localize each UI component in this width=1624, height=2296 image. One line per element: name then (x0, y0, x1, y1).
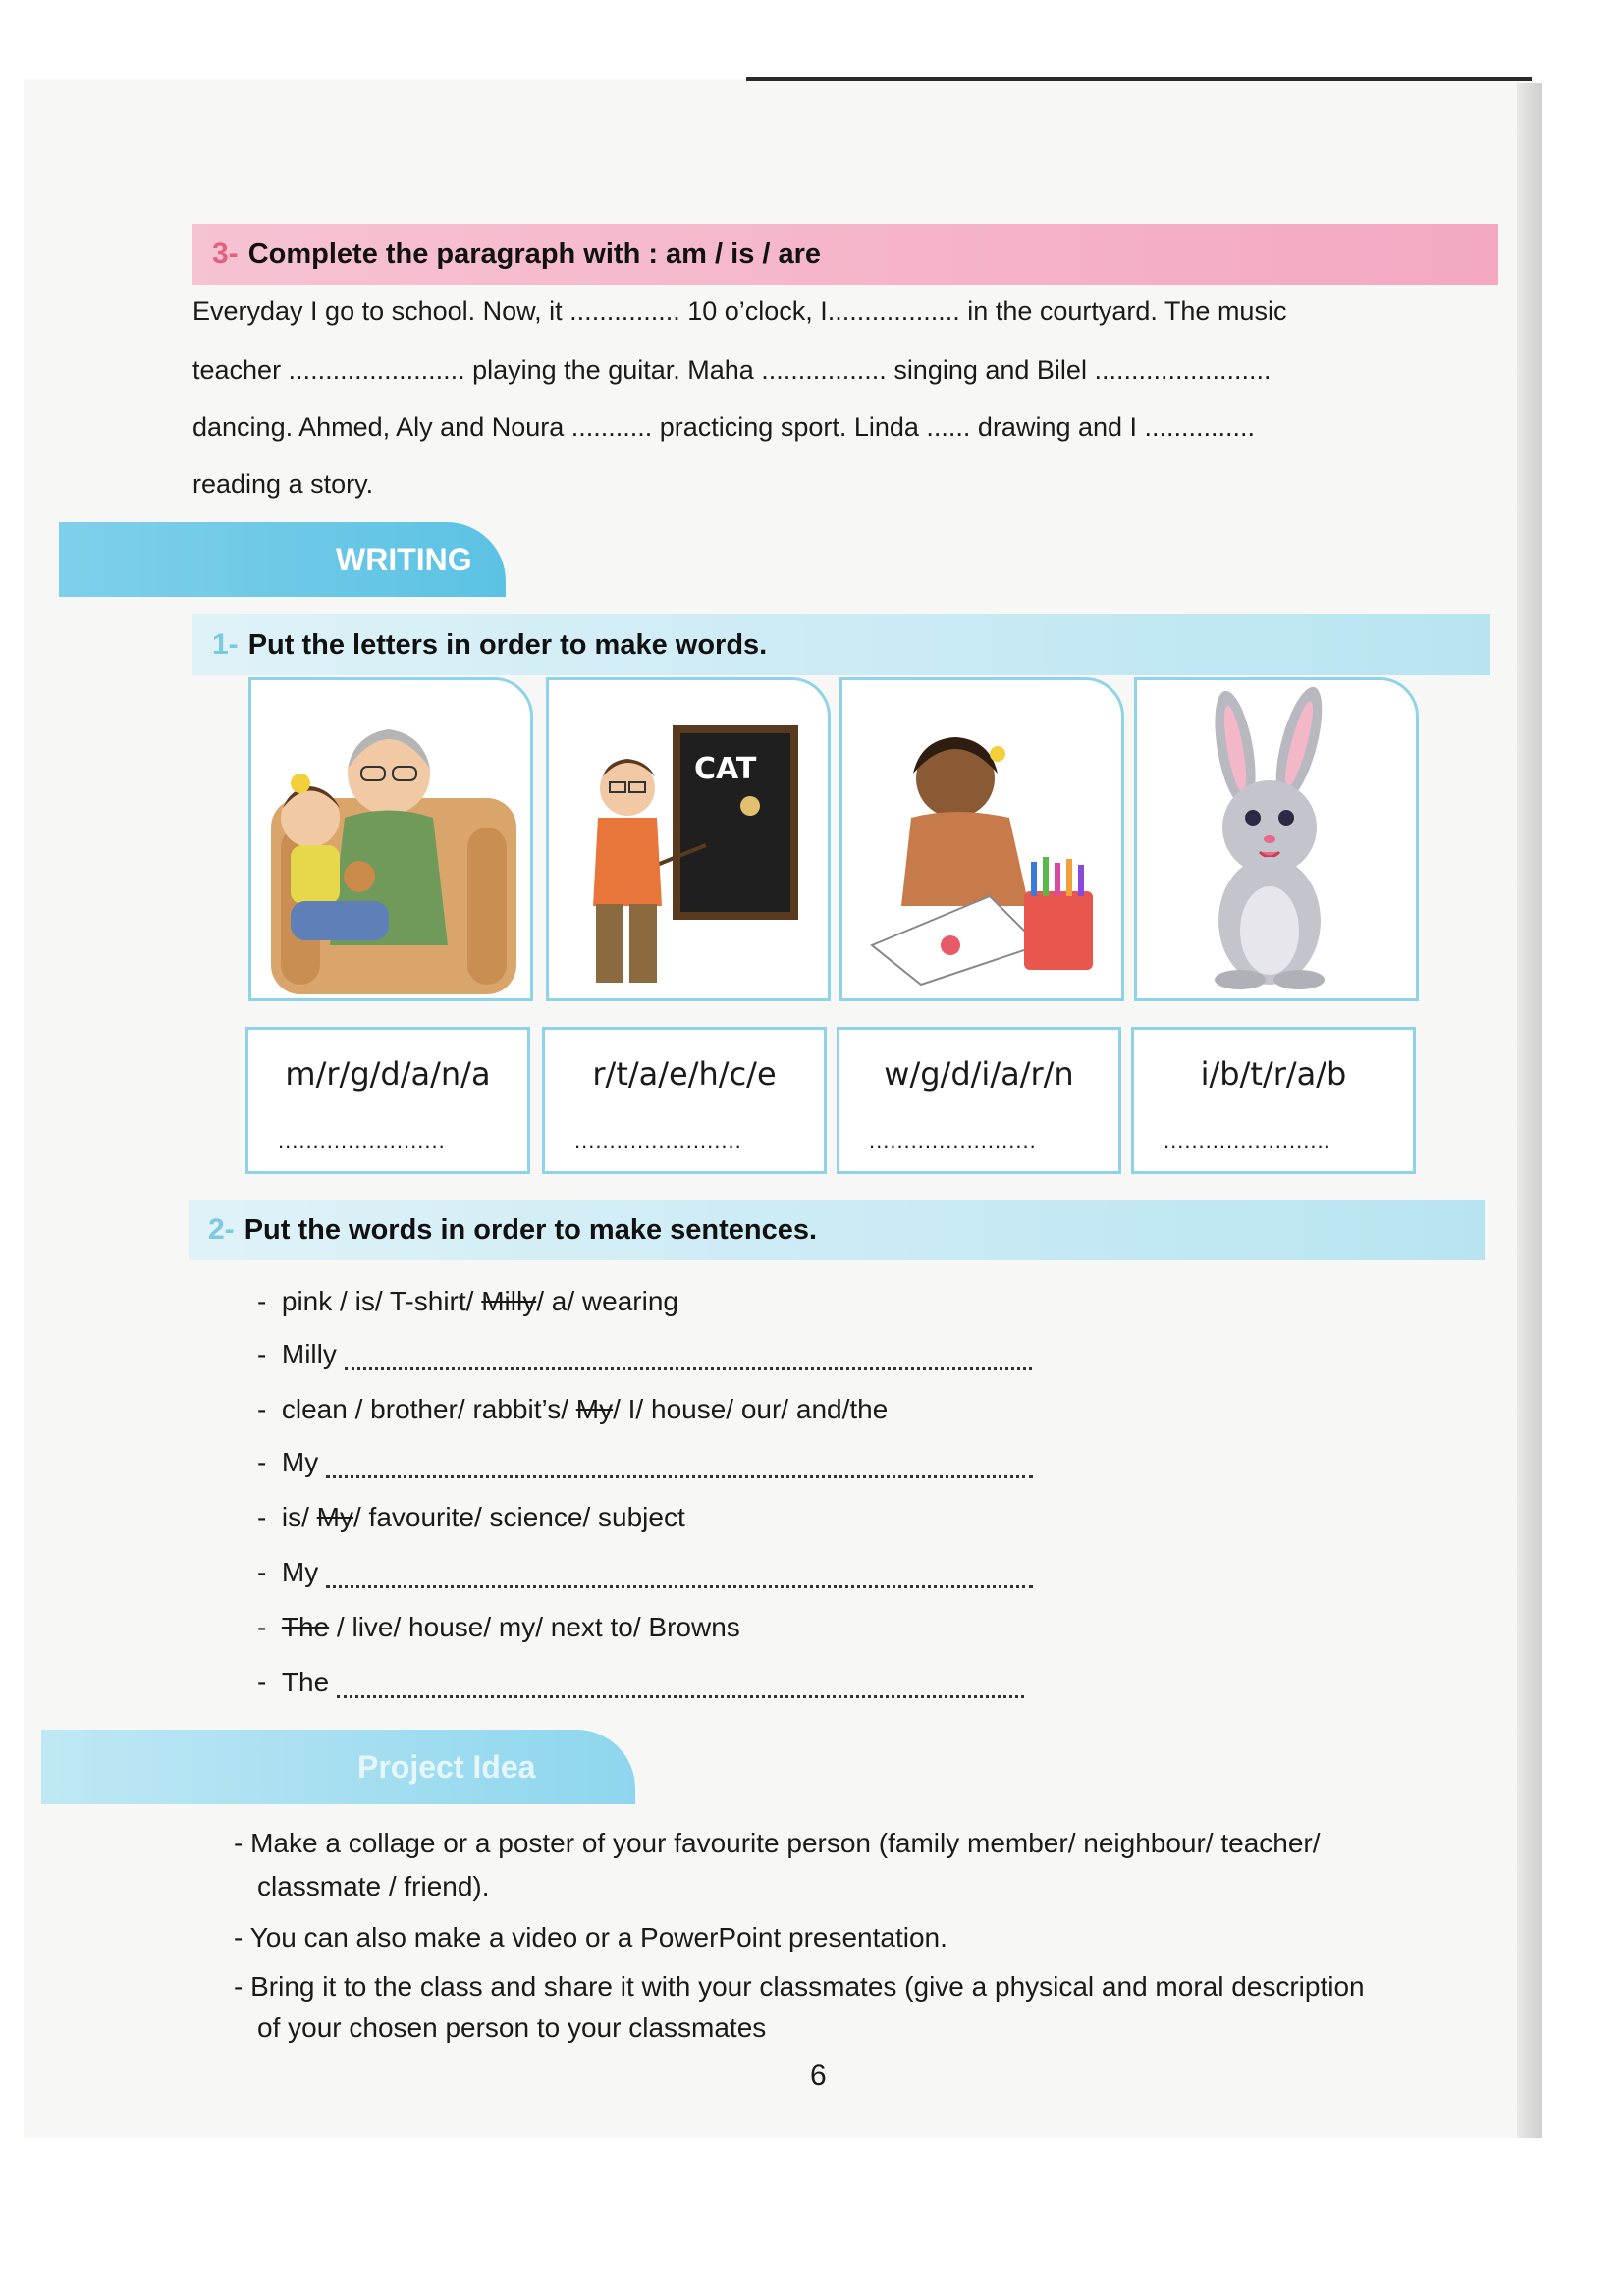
picture-rabbit (1134, 677, 1419, 1001)
project-instruction: - Bring it to the class and share it with your classmates (give a physical and moral description (234, 1971, 1365, 2002)
picture-girl-drawing (839, 677, 1124, 1001)
scrambled-sentence: - is/ My/ favourite/ science/ subject (257, 1502, 685, 1532)
exercise-title: Put the words in order to make sentences. (244, 1213, 818, 1246)
writing-section-tab (59, 522, 506, 597)
exercise-1-header (192, 614, 1490, 675)
scramble-card (837, 1027, 1121, 1174)
scrambled-sentence: - The / live/ house/ my/ next to/ Browns (257, 1612, 740, 1642)
answer-blank[interactable]: ........................ (1164, 1128, 1331, 1152)
sentence-answer-line[interactable]: - The (257, 1667, 1024, 1698)
scramble-card (542, 1027, 827, 1174)
sentence-answer-line[interactable]: - My (257, 1557, 1033, 1588)
paragraph-line: Everyday I go to school. Now, it ............... 10 o’clock, I.................. in the courtyard. The music (192, 296, 1287, 326)
exercise-title: Complete the paragraph with : am / is / are (247, 238, 822, 270)
answer-blank[interactable]: ........................ (869, 1128, 1037, 1152)
scrambled-word: r/t/a/e/h/c/e (592, 1055, 777, 1093)
project-instruction: of your chosen person to your classmates (257, 2012, 767, 2043)
paragraph-line: dancing. Ahmed, Aly and Noura ........... practicing sport. Linda ...... drawing and I ............... (192, 412, 1256, 442)
picture-grandmother (248, 677, 533, 1001)
exercise-3-header (192, 224, 1498, 285)
picture-teacher (546, 677, 831, 1001)
sentence-answer-line[interactable]: - My (257, 1447, 1033, 1478)
scramble-card (1131, 1027, 1416, 1174)
exercise-number: 1- (212, 628, 239, 661)
exercise-number: 2- (208, 1213, 235, 1246)
answer-blank[interactable]: ........................ (278, 1128, 446, 1152)
exercise-title: Put the letters in order to make words. (247, 628, 768, 661)
top-rule (746, 77, 1532, 81)
sentence-answer-line[interactable]: - Milly (257, 1339, 1032, 1370)
project-idea-section-tab (41, 1730, 635, 1804)
project-instruction: - Make a collage or a poster of your favourite person (family member/ neighbour/ teacher/ (234, 1828, 1321, 1858)
project-instruction: - You can also make a video or a PowerPoint presentation. (234, 1922, 947, 1952)
scrambled-sentence: - clean / brother/ rabbit’s/ My/ I/ house/ our/ and/the (257, 1394, 889, 1424)
page-edge-shadow (1517, 83, 1542, 2138)
scrambled-word: i/b/t/r/a/b (1200, 1055, 1347, 1093)
exercise-number: 3- (212, 238, 239, 270)
scrambled-word: m/r/g/d/a/n/a (285, 1055, 491, 1093)
answer-blank[interactable]: ........................ (574, 1128, 742, 1152)
paragraph-line: teacher ........................ playing the guitar. Maha ................. singing and Bilel ........................ (192, 355, 1272, 385)
scrambled-sentence: - pink / is/ T-shirt/ Milly/ a/ wearing (257, 1286, 678, 1316)
scrambled-word: w/g/d/i/a/r/n (884, 1055, 1074, 1093)
exercise-2-header (189, 1200, 1485, 1260)
project-instruction: classmate / friend). (257, 1871, 490, 1901)
section-label: Project Idea (357, 1748, 536, 1785)
page-number: 6 (810, 2059, 827, 2092)
section-label: WRITING (336, 541, 472, 577)
board-text: CAT (694, 752, 757, 786)
paragraph-line: reading a story. (192, 469, 374, 499)
scramble-card (245, 1027, 530, 1174)
